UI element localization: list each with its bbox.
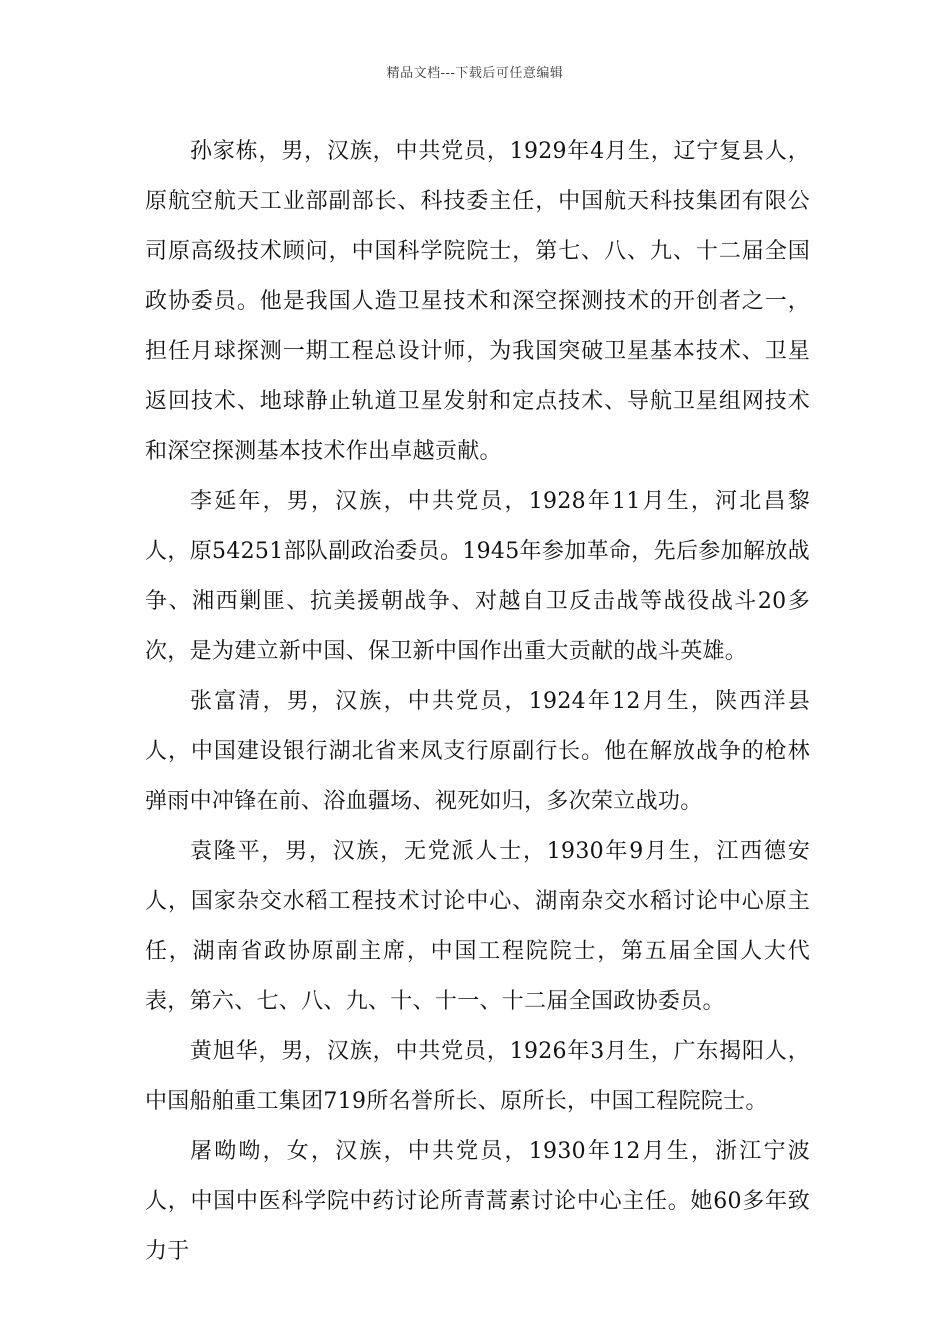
paragraph-tu-youyou: 屠呦呦，女，汉族，中共党员，1930年12月生，浙江宁波人，中国中医科学院中药讨论所青蒿素讨论中心主任。她60多年致力于	[145, 1139, 810, 1264]
page-header: 精品文档---下载后可任意编辑	[386, 66, 564, 81]
paragraph-li-yannian: 李延年，男，汉族，中共党员，1928年11月生，河北昌黎人，原54251部队副政治委员。1945年参加革命，先后参加解放战争、湘西剿匪、抗美援朝战争、对越自卫反击战等战役战斗20多次，是为建立新中国、保卫新中国作出重大贡献的战斗英雄。	[145, 489, 810, 664]
paragraph-zhang-fuqing: 张富清，男，汉族，中共党员，1924年12月生，陕西洋县人，中国建设银行湖北省来凤支行原副行长。他在解放战争的枪林弹雨中冲锋在前、浴血疆场、视死如归，多次荣立战功。	[145, 689, 810, 814]
paragraph-yuan-longping: 袁隆平，男，汉族，无党派人士，1930年9月生，江西德安人，国家杂交水稻工程技术讨论中心、湖南杂交水稻讨论中心原主任，湖南省政协原副主席，中国工程院院士，第五届全国人大代表，第六、七、八、九、十、十一、十二届全国政协委员。	[145, 839, 810, 1014]
document-body	[145, 127, 810, 1277]
paragraph-huang-xuhua: 黄旭华，男，汉族，中共党员，1926年3月生，广东揭阳人，中国船舶重工集团719所名誉所长、原所长，中国工程院院士。	[145, 1039, 810, 1114]
paragraph-sun-jiadong: 孙家栋，男，汉族，中共党员，1929年4月生，辽宁复县人，原航空航天工业部副部长、科技委主任，中国航天科技集团有限公司原高级技术顾问，中国科学院院士，第七、八、九、十二届全国政协委员。他是我国人造卫星技术和深空探测技术的开创者之一，担任月球探测一期工程总设计师，为我国突破卫星基本技术、卫星返回技术、地球静止轨道卫星发射和定点技术、导航卫星组网技术和深空探测基本技术作出卓越贡献。	[145, 139, 810, 464]
